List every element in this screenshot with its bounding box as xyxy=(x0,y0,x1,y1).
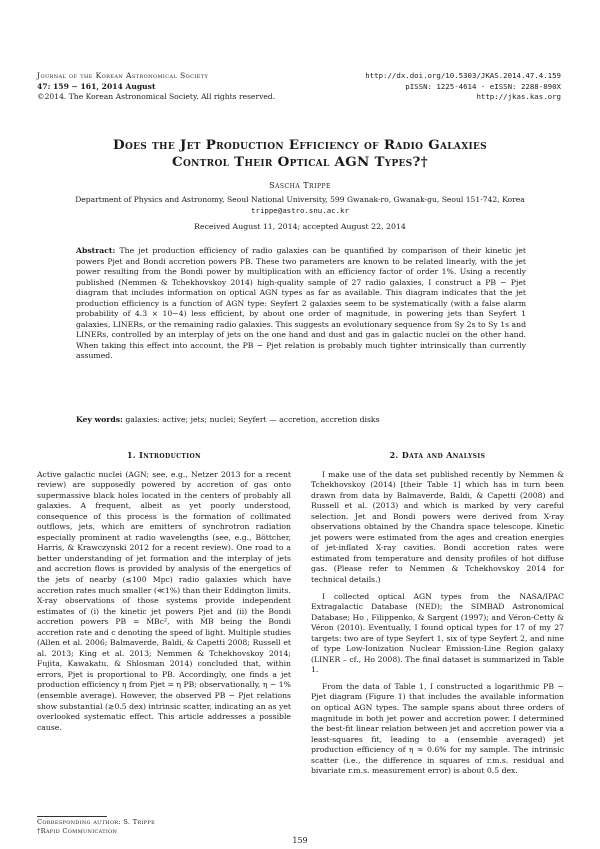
corresponding-author: Corresponding author: S. Trippe xyxy=(37,818,156,826)
keywords-label: Key words: xyxy=(76,415,123,424)
issn: pISSN: 1225-4614 · eISSN: 2288-890X xyxy=(405,81,561,91)
copyright: ©2014. The Korean Astronomical Society. All rights reserved. xyxy=(37,92,276,102)
volume-line: 47: 159 ∼ 161, 2014 August xyxy=(37,81,156,91)
rapid-communication-note: †Rapid Communication xyxy=(37,827,118,835)
title-line-2: Control Their Optical AGN Types?† xyxy=(172,154,428,170)
footnote-divider xyxy=(37,816,107,817)
abstract xyxy=(76,246,526,362)
journal-links xyxy=(365,71,561,103)
author-name: Sascha Trippe xyxy=(269,181,331,190)
section-title-data-analysis: 2. Data and Analysis xyxy=(389,451,486,460)
author-email[interactable]: trippe@astro.snu.ac.kr xyxy=(251,205,349,215)
column-left xyxy=(37,451,291,733)
section-title-introduction: 1. Introduction xyxy=(126,451,202,460)
column-right xyxy=(311,451,564,777)
doi-link[interactable]: http://dx.doi.org/10.5303/JKAS.2014.47.4.159 xyxy=(365,71,561,80)
keywords xyxy=(76,415,526,426)
received-dates: Received August 11, 2014; accepted August 22, 2014 xyxy=(194,222,406,231)
introduction-text: Active galactic nuclei (AGN; see, e.g., Netzer 2013 for a recent review) are supposedly powered by accretion of gas onto supermassive black holes located in the centers of probably all galaxies. A frequent, albeit as yet poorly understood, consequence of this process is the formation of collimated outflows, jets, which are emitters of synchrotron radiation especially prominent at radio wavelengths (see, e.g., Böttcher, Harris, & Krawczynski 2012 for a recent review). One road to a better understanding of jet formation and the interplay of jets and accretion flows is provided by analysis of the energetics of the jets of nearby (≲100 Mpc) radio galaxies which have accretion rates much smaller (≪1%) than their Eddington limits. X-ray observations of those systems provide independent estimates of (i) the kinetic jet powers Pjet and (ii) the Bondi accretion powers PB = ṀBc², with ṀB being the Bondi accretion rate and c denoting the speed of light. Multiple studies (Allen et al. 2006; Balmaverde, Baldi, & Capetti 2008; Russell et al. 2013; King et al. 2013; Nemmen & Tchekhovskoy 2014; Fujita, Kawakatu, & Shlosman 2014) concluded that, within errors, Pjet is proportional to PB. Accordingly, one finds a jet production efficiency η from Pjet = η PB; observationally, η ∼ 1% (ensemble average). However, the observed PB − Pjet relations show substantial (≳0.5 dex) intrinsic scatter, indicating an as yet overlooked systematic effect. This article addresses a possible cause. xyxy=(37,469,291,732)
journal-url[interactable]: http://jkas.kas.org xyxy=(476,92,561,102)
abstract-label: Abstract: xyxy=(76,246,116,255)
paper-title xyxy=(0,137,600,171)
affiliation-block xyxy=(0,195,600,216)
title-line-1: Does the Jet Production Efficiency of Radio Galaxies xyxy=(113,137,487,153)
data-paragraph-2: I collected optical AGN types from the NASA/IPAC Extragalactic Database (NED); the SIMBAD Astronomical Database; Ho , Filippenko, & Sargent (1997); and Véron-Cetty & Véron (2010). Eventually, I found optical types for 17 of my 27 targets: two are of type Seyfert 1, six of type Seyfert 2, and nine of type Low-Ionization Nuclear Emission-Line Region galaxy (LINER – cf., Ho 2008). The final dataset is summarized in Table 1. xyxy=(311,591,564,675)
page-number: 159 xyxy=(292,836,308,845)
footnotes xyxy=(37,818,155,836)
affiliation: Department of Physics and Astronomy, Seoul National University, 599 Gwanak-ro, Gwanak-gu, Seoul 151-742, Korea xyxy=(75,195,525,204)
keywords-text: galaxies: active; jets; nuclei; Seyfert — accretion, accretion disks xyxy=(125,415,380,424)
data-paragraph-1: I make use of the data set published recently by Nemmen & Tchekhovskoy (2014) [their Table 1] which has in turn been drawn from data by Balmaverde, Baldi, & Capetti (2008) and Russell et al. (2013) and which is marked by very careful selection. Jet and Bondi powers were derived from X-ray observations obtained by the Chandra space telescope. Kinetic jet powers were estimated from the ages and creation energies of jet-inflated X-ray cavities. Bondi accretion rates were estimated from temperature and density profiles of hot diffuse gas. (Please refer to Nemmen & Tchekhovskoy 2014 for technical details.) xyxy=(311,469,564,585)
data-paragraph-3: From the data of Table 1, I constructed a logarithmic PB − Pjet diagram (Figure 1) that includes the available information on optical AGN types. The sample spans about three orders of magnitude in both jet power and accretion power. I determined the best-fit linear relation between jet and accretion power via a least-squares fit, leading to a (ensemble averaged) jet production efficiency of η ≈ 0.6% for my sample. The intrinsic scatter (i.e., the difference in squares of r.m.s. residual and bivariate r.m.s. measurement error) is about 0.5 dex. xyxy=(311,681,564,776)
journal-header xyxy=(37,71,337,103)
journal-name: Journal of the Korean Astronomical Society xyxy=(37,71,209,80)
abstract-text: The jet production efficiency of radio galaxies can be quantified by comparison of their kinetic jet powers Pjet and Bondi accretion powers PB. These two parameters are known to be related linearly, with the jet power resulting from the Bondi power by multiplication with an efficiency factor of order 1%. Using a recently published (Nemmen & Tchekhovskoy 2014) high-quality sample of 27 radio galaxies, I construct a PB − Pjet diagram that includes information on optical AGN types as far as available. This diagram indicates that the jet production efficiency is a function of AGN type: Seyfert 2 galaxies seem to be systematically (with a false alarm probability of 4.3 × 10−4) less efficient, by about one order of magnitude, in powering jets than Seyfert 1 galaxies, LINERs, or the remaining radio galaxies. This suggests an evolutionary sequence from Sy 2s to Sy 1s and LINERs, controlled by an interplay of jets on the one hand and dust and gas in galactic nuclei on the other hand. When taking this effect into account, the PB − Pjet relation is probably much tighter intrinsically than currently assumed. xyxy=(76,246,526,361)
